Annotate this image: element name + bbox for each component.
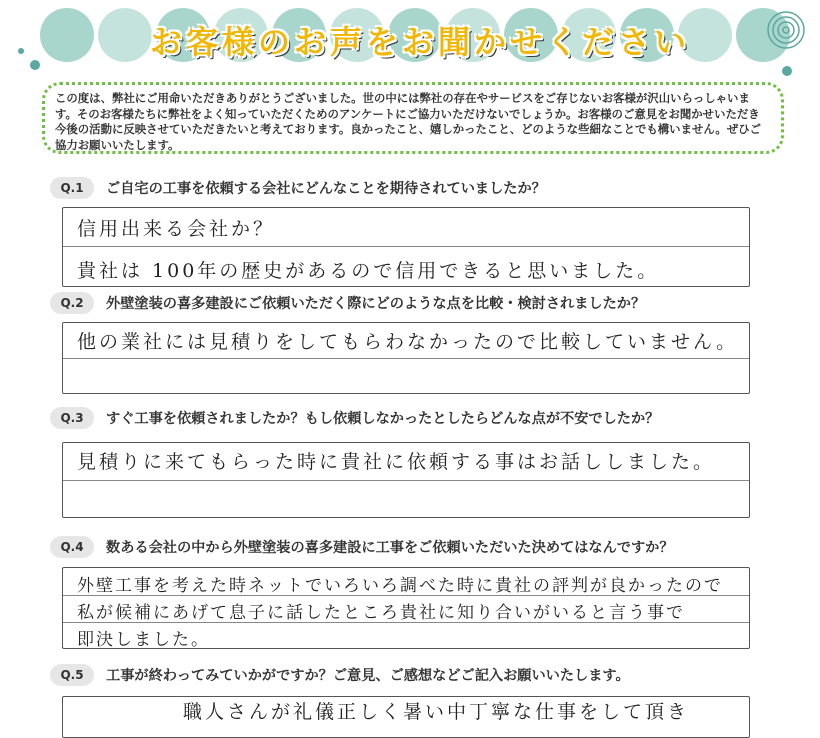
answer-line: 見積りに来てもらった時に貴社に依頼する事はお話ししました。 [77, 451, 716, 473]
question-badge: Q.2 [50, 292, 94, 314]
decor-dot [18, 48, 24, 54]
answer-line: 職人さんが礼儀正しく暑い中丁寧な仕事をして頂き [183, 701, 690, 723]
question-2 [50, 290, 790, 316]
answer-box-1 [62, 207, 750, 287]
answer-box-3 [62, 442, 750, 518]
answer-line: 外壁工事を考えた時ネットでいろいろ調べた時に貴社の評判が良かったので [77, 576, 723, 596]
question-text: 工事が終わってみていかがですか？ご意見、ご感想などご記入お願いいたします。 [106, 668, 630, 684]
question-text: 数ある会社の中から外壁塗装の喜多建設に工事をご依頼いただいた決めてはなんですか？ [106, 540, 674, 556]
intro-text: この度は、弊社にご用命いただきありがとうございました。世の中には弊社の存在やサービスをご存じないお客様が沢山いらっしゃいます。そのお客様たちに弊社をよく知っていただくためのアンケートにご協力いただけないでしょうか。お客様のご意見をお聞かせいただき今後の活動に反映させていただきたいと考えております。良かったこと、嬉しかったこと、どのような些細なことでも構いません。ぜひご協力お願いいたします。 [42, 82, 784, 154]
question-3 [50, 405, 790, 431]
question-1 [50, 175, 790, 201]
answer-line: 信用出来る会社か？ [77, 218, 276, 240]
decor-dot [30, 60, 40, 70]
ruled-line [63, 480, 749, 481]
answer-box-5 [62, 696, 750, 738]
question-badge: Q.5 [50, 664, 94, 686]
answer-line: 私が候補にあげて息子に話したところ貴社に知り合いがいると言う事で [77, 603, 685, 623]
question-text: すぐ工事を依頼されましたか？もし依頼しなかったとしたらどんな点が不安でしたか？ [106, 411, 660, 427]
question-badge: Q.4 [50, 536, 94, 558]
question-badge: Q.1 [50, 177, 94, 199]
answer-line: 貴社は 100年の歴史があるので信用できると思いました。 [77, 260, 660, 282]
ruled-line [63, 358, 749, 359]
question-badge: Q.3 [50, 407, 94, 429]
answer-line: 即決しました。 [77, 630, 210, 649]
question-4 [50, 534, 790, 560]
answer-box-2 [62, 322, 750, 394]
answer-box-4 [62, 567, 750, 649]
page-title: お客様のお声をお聞かせください [149, 23, 690, 61]
question-5 [50, 662, 790, 688]
question-text: 外壁塗装の喜多建設にご依頼いただく際にどのような点を比較・検討されましたか？ [106, 296, 646, 312]
answer-line: 他の業社には見積りをしてもらわなかったので比較していません。 [77, 331, 739, 353]
ruled-line [63, 246, 749, 247]
question-text: ご自宅の工事を依頼する会社にどんなことを期待されていましたか？ [106, 181, 546, 197]
